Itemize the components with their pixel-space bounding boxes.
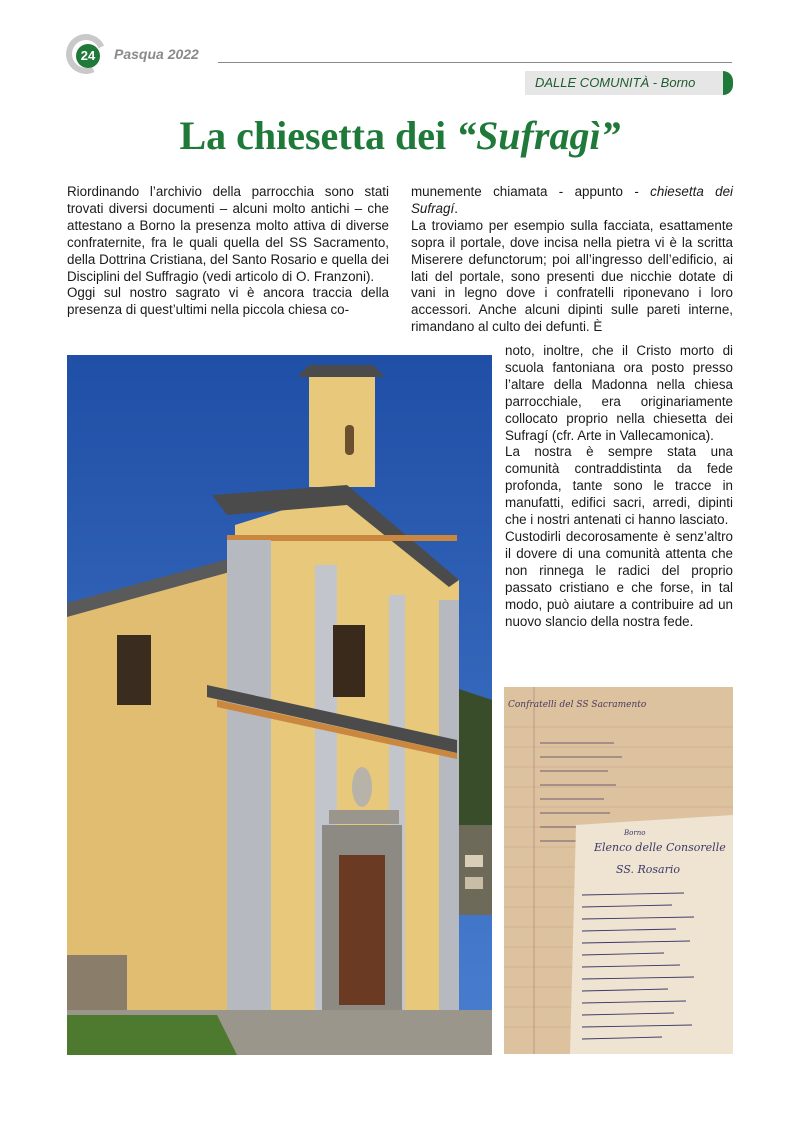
paragraph: Custodirli decorosamente è senz’altro il dovere di una comunità attenta che non rinnega le radici del proprio passato cristiano e che forse, in tal modo, può aiutare a contribuire ad un nuovo slancio della nostra fede. xyxy=(505,528,733,629)
text-run-italic: chiesetta dei Sufragí xyxy=(411,184,733,216)
section-label: DALLE COMUNITÀ - Borno xyxy=(525,71,723,95)
church-door xyxy=(339,855,385,1005)
side-window xyxy=(117,635,151,705)
body-column-2 xyxy=(411,184,733,336)
text-run: . xyxy=(454,200,458,216)
paragraph: Riordinando l’archivio della parrocchia sono stati trovati diversi documenti – alcuni molto antichi – che attestano a Borno la presenza molto attiva di diverse confraternite, fra le quali quella del SS Sacramento, della Dottrina Cristiana, del Santo Rosario e quella dei Disciplini del Suffragio (vedi articolo di O. Franzoni). xyxy=(67,184,389,284)
paragraph xyxy=(411,184,733,218)
distant-houses xyxy=(459,825,492,915)
consorelle-register xyxy=(570,815,733,1054)
body-column-1 xyxy=(67,184,389,319)
header-divider xyxy=(218,62,732,63)
document-header-text: Confratelli del SS Sacramento xyxy=(508,700,647,710)
paragraph: Oggi sul nostro sagrato vi è ancora traccia della presenza di quest’ultimi nella piccola chiesa co- xyxy=(67,285,389,318)
side-wall xyxy=(67,560,232,1015)
issue-title: Pasqua 2022 xyxy=(114,46,199,62)
church-photo xyxy=(67,355,492,1055)
upper-window xyxy=(333,625,365,697)
archive-documents-photo xyxy=(504,687,733,1054)
bell-tower xyxy=(309,377,375,487)
body-column-2-continued xyxy=(505,343,733,630)
title-plain: La chiesetta dei xyxy=(179,113,457,158)
section-tab-marker xyxy=(723,71,733,95)
left-pilaster xyxy=(227,540,271,1030)
paragraph: La troviamo per esempio sulla facciata, esattamente sopra il portale, dove incisa nella pietra vi è la scritta Miserere defunctorum; poi all’ingresso dell’edificio, ai lati del portale, sono presenti due nicchie dotate di vani in legno dove i confratelli riponevano i loro accessori. Anche alcuni dipinti sulle pareti interne, rimandano al culto dei defunti. È xyxy=(411,217,733,335)
text-run: munemente chiamata - appunto - xyxy=(411,184,651,199)
bell-tower-roof xyxy=(297,365,385,377)
low-wall xyxy=(67,955,127,1015)
paragraph: La nostra è sempre stata una comunità contraddistinta da fede profonda, tante sono le tracce in manufatti, edifici sacri, arredi, dipinti che i nostri antenati ci hanno lasciato. xyxy=(505,444,733,528)
register-place: Borno xyxy=(624,829,646,837)
bell-opening xyxy=(345,425,354,455)
paragraph: noto, inoltre, che il Cristo morto di scuola fantoniana ora posto presso l’altare della Madonna nella chiesa parrocchiale, era originariamente collocato proprio nella chiesetta dei Sufragí (cfr. Arte in Vallecamonica). xyxy=(505,343,733,443)
title-italic: “Sufragì” xyxy=(456,113,621,158)
register-subtitle: SS. Rosario xyxy=(616,863,680,876)
page-number-badge xyxy=(66,32,110,80)
page-number: 24 xyxy=(76,44,100,68)
register-title: Elenco delle Consorelle xyxy=(594,841,726,854)
grass xyxy=(67,1015,237,1055)
stone-emblem xyxy=(352,767,372,807)
article-title xyxy=(0,112,800,159)
documents-illustration xyxy=(504,687,733,1054)
right-pilaster xyxy=(439,600,459,1015)
church-illustration xyxy=(67,355,492,1055)
